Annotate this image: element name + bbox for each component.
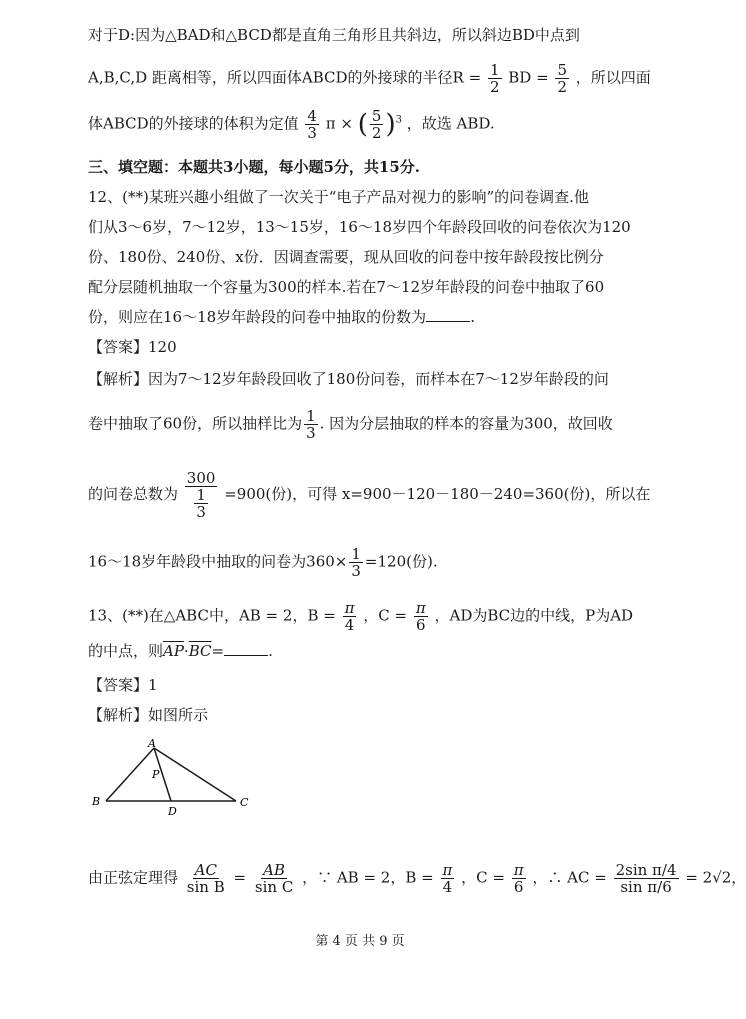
denominator: sin B <box>186 878 225 896</box>
denominator: 4 <box>442 878 453 896</box>
fraction <box>349 546 363 579</box>
text-line <box>88 62 651 95</box>
numerator: 5 <box>371 107 382 125</box>
text-fragment: = <box>211 642 225 660</box>
analysis-line <box>88 470 650 520</box>
answer-line: 【答案】120 <box>88 338 177 356</box>
denominator: 3 <box>306 424 316 442</box>
numerator: 1 <box>351 545 361 563</box>
analysis-line: 【解析】如图所示 <box>88 706 209 724</box>
answer-line: 【答案】1 <box>88 676 158 694</box>
numerator: 1 <box>196 486 206 504</box>
denominator: 3 <box>307 124 317 142</box>
paren-open: ( <box>357 109 368 140</box>
question-line <box>88 640 273 662</box>
numerator: 1 <box>489 61 500 79</box>
denominator: 2 <box>371 124 382 142</box>
text-fragment: = 2√2， <box>685 868 746 887</box>
denominator: 2 <box>557 78 567 96</box>
fraction <box>185 862 227 895</box>
fraction <box>304 408 318 441</box>
side-ac <box>154 748 236 801</box>
side-ab <box>106 748 154 801</box>
vector-bc: $\overline{BC}$ <box>188 642 212 660</box>
analysis-line <box>88 408 613 441</box>
text-fragment: . <box>268 642 273 660</box>
denominator: 2 <box>489 78 500 96</box>
triangle-figure <box>86 738 266 818</box>
denominator: 3 <box>196 503 206 521</box>
text-fragment: 卷中抽取了60份，所以抽样比为 <box>88 414 303 433</box>
denominator: sin C <box>254 878 294 896</box>
numerator: 300 <box>186 469 216 487</box>
numerator: AB <box>263 861 286 879</box>
text-fragment: ，C = <box>363 606 408 625</box>
page-footer: 第 4 页 共 9 页 <box>315 934 405 949</box>
text-line: 对于D:因为△BAD和△BCD都是直角三角形且共斜边，所以斜边BD中点到 <box>88 26 580 44</box>
fraction <box>414 600 428 633</box>
fraction <box>555 62 569 95</box>
text-fragment: A,B,C,D 距离相等，所以四面体ABCD的外接球的半径R = <box>88 68 482 87</box>
numerator: 5 <box>557 61 567 79</box>
label-a: A <box>148 737 156 750</box>
denominator: sin π/6 <box>620 878 672 896</box>
fraction <box>441 862 455 895</box>
question-line: 12、(**)某班兴趣小组做了一次关于“电子产品对视力的影响”的问卷调查.他 <box>88 188 589 206</box>
text-fragment: 的中点，则 <box>88 642 164 660</box>
fraction <box>488 62 502 95</box>
text-line <box>88 108 495 141</box>
compound-fraction <box>185 470 218 520</box>
denominator: 4 <box>344 616 355 634</box>
text-fragment: ，C = <box>461 868 505 887</box>
text-fragment: =900(份)，可得 x=900－120－180－240=360(份)，所以在 <box>224 485 651 503</box>
text-fragment: ，故选 ABD. <box>406 114 495 133</box>
numerator: 4 <box>307 107 317 125</box>
text-fragment: 体ABCD的外接球的体积为定值 <box>88 114 299 133</box>
question-line: 配分层随机抽取一个容量为300的样本.若在7～12岁年龄段的问卷中抽取了60 <box>88 278 605 296</box>
analysis-line <box>88 862 746 895</box>
exponent: 3 <box>395 114 402 126</box>
numerator: π <box>513 861 524 879</box>
denominator: 6 <box>416 616 426 634</box>
numerator: π <box>442 861 453 879</box>
denominator: 6 <box>513 878 524 896</box>
numerator: 2sin π/4 <box>615 861 677 879</box>
label-c: C <box>240 796 249 809</box>
dot-operator: · <box>183 642 189 660</box>
fraction <box>512 862 526 895</box>
text-fragment: 由正弦定理得 <box>88 868 179 887</box>
text-fragment: . <box>470 308 475 326</box>
text-fragment: ，AD为BC边的中线，P为AD <box>434 606 634 625</box>
section-heading: 三、填空题：本题共3小题，每小题5分，共15分. <box>88 158 420 176</box>
analysis-line: 【解析】因为7～12岁年龄段回收了180份问卷，而样本在7～12岁年龄段的问 <box>88 370 609 388</box>
numerator: π <box>415 599 426 617</box>
question-line <box>88 306 475 328</box>
text-fragment: ，所以四面 <box>575 68 651 87</box>
answer-blank <box>426 307 470 322</box>
denominator <box>190 487 212 520</box>
text-fragment: 13、(**)在△ABC中，AB = 2，B = <box>88 606 336 625</box>
numerator: AC <box>194 861 217 879</box>
paren-close: ) <box>385 109 396 140</box>
text-fragment: BD = <box>508 68 549 87</box>
label-b: B <box>92 795 101 808</box>
numerator: π <box>344 599 355 617</box>
question-line <box>88 600 633 633</box>
text-fragment: 份，则应在16～18岁年龄段的问卷中抽取的份数为 <box>88 308 427 326</box>
fraction <box>614 862 679 895</box>
text-fragment: =120(份). <box>364 552 438 571</box>
fraction <box>194 487 208 520</box>
text-fragment: π × <box>325 114 353 133</box>
answer-blank <box>224 641 268 656</box>
text-fragment: 16～18岁年龄段中抽取的问卷为360× <box>88 552 348 571</box>
question-line: 们从3～6岁，7～12岁，13～15岁，16～18岁四个年龄段回收的问卷依次为120 <box>88 218 631 236</box>
text-fragment: ，∴ AC = <box>532 868 607 887</box>
fraction <box>305 108 319 141</box>
analysis-line <box>88 546 438 579</box>
denominator: 3 <box>351 562 361 580</box>
label-d: D <box>168 805 177 818</box>
text-fragment: = <box>233 868 247 887</box>
fraction <box>370 108 384 141</box>
question-line: 份、180份、240份、x份．因调查需要，现从回收的问卷中按年龄段按比例分 <box>88 248 604 266</box>
numerator: 1 <box>306 407 316 425</box>
fraction <box>343 600 357 633</box>
vector-ap: $\overline{AP}$ <box>163 642 184 660</box>
text-fragment: 的问卷总数为 <box>88 485 179 503</box>
fraction <box>253 862 295 895</box>
text-fragment: ，∵ AB = 2，B = <box>302 868 434 887</box>
label-p: P <box>152 768 160 781</box>
text-fragment: . 因为分层抽取的样本的容量为300，故回收 <box>319 414 613 433</box>
